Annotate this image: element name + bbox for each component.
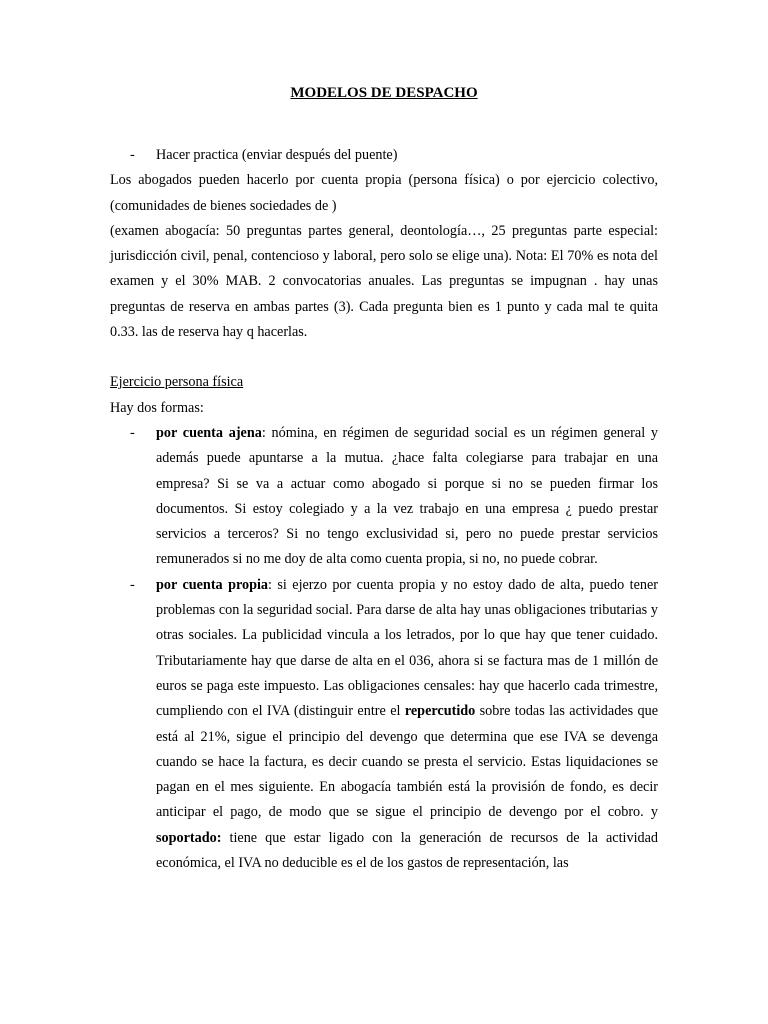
section-heading-persona-fisica: Ejercicio persona física [110, 374, 244, 391]
bullet-cuenta-propia [110, 573, 658, 877]
text-cuenta-propia-3: tiene que estar ligado con la generación de recursos de la actividad económica, el IVA no deducible es el de los gastos de representación, las [156, 829, 658, 872]
term-cuenta-propia: por cuenta propia [156, 576, 269, 593]
paragraph-examen: (examen abogacía: 50 preguntas partes general, deontología…, 25 preguntas parte especial: jurisdicción civil, penal, contencioso y laboral, pero solo se elige una). Nota: El 70% es nota del examen y el 30% MAB. 2 convocatorias anuales. Las preguntas se impugnan . hay unas preguntas de reserva en ambas partes (3). Cada pregunta bien es 1 punto y cada mal te quita 0.33. las de reserva hay q hacerlas. [110, 222, 658, 341]
paragraph-abogados: Los abogados pueden hacerlo por cuenta propia (persona física) o por ejercicio colectivo, (comunidades de bienes sociedades de ) [110, 172, 658, 214]
paragraph-dos-formas: Hay dos formas: [110, 399, 204, 416]
bullet-intro [110, 143, 658, 168]
text-cuenta-propia-1: : si ejerzo por cuenta propia y no estoy dado de alta, puedo tener problemas con la seguridad social. Para darse de alta hay unas obligaciones tributarias y otras sociales. La publicidad vincula a los letrados, por lo que hay que tener cuidado. Tributariamente hay que darse de alta en el 036, ahora si se factura mas de 1 millón de euros se paga este impuesto. Las obligaciones censales: hay que hacerlo cada trimestre, cumpliendo con el IVA (distinguir entre el [156, 576, 658, 720]
paragraph-gap [110, 345, 658, 370]
bullet-dash: - [130, 424, 135, 441]
bullet-intro-text: Hacer practica (enviar después del puente) [156, 147, 398, 163]
term-soportado: soportado: [156, 829, 222, 846]
text-cuenta-ajena: : nómina, en régimen de seguridad social es un régimen general y además puede apuntarse a la mutua. ¿hace falta colegiarse para trabajar en una empresa? Si se va a actuar como abogado si porque si no se pueden firmar los documentos. Si estoy colegiado y a la vez trabajo en una empresa ¿ puedo prestar servicios a terceros? Si no tengo exclusividad si, pero no puede prestar servicios remunerados si no me doy de alta como cuenta propia, si no, no puede cobrar. [156, 424, 658, 568]
bullet-dash: - [130, 576, 135, 593]
term-repercutido: repercutido [404, 703, 476, 720]
term-cuenta-ajena: por cuenta ajena [156, 424, 262, 441]
document-body [110, 143, 658, 876]
text-cuenta-propia-2: sobre todas las actividades que está al 21%, sigue el principio del devengo que determina que ese IVA se devenga cuando se hace la factura, es decir cuando se presta el servicio. Estas liquidaciones se pagan en el mes siguiente. En abogacía también está la provisión de fondo, es decir anticipar el pago, de modo que se sigue el principio de devengo por el cobro. y [156, 703, 659, 821]
bullet-dash: - [130, 147, 135, 163]
document-title: MODELOS DE DESPACHO [290, 85, 478, 101]
bullet-cuenta-ajena [110, 421, 658, 573]
